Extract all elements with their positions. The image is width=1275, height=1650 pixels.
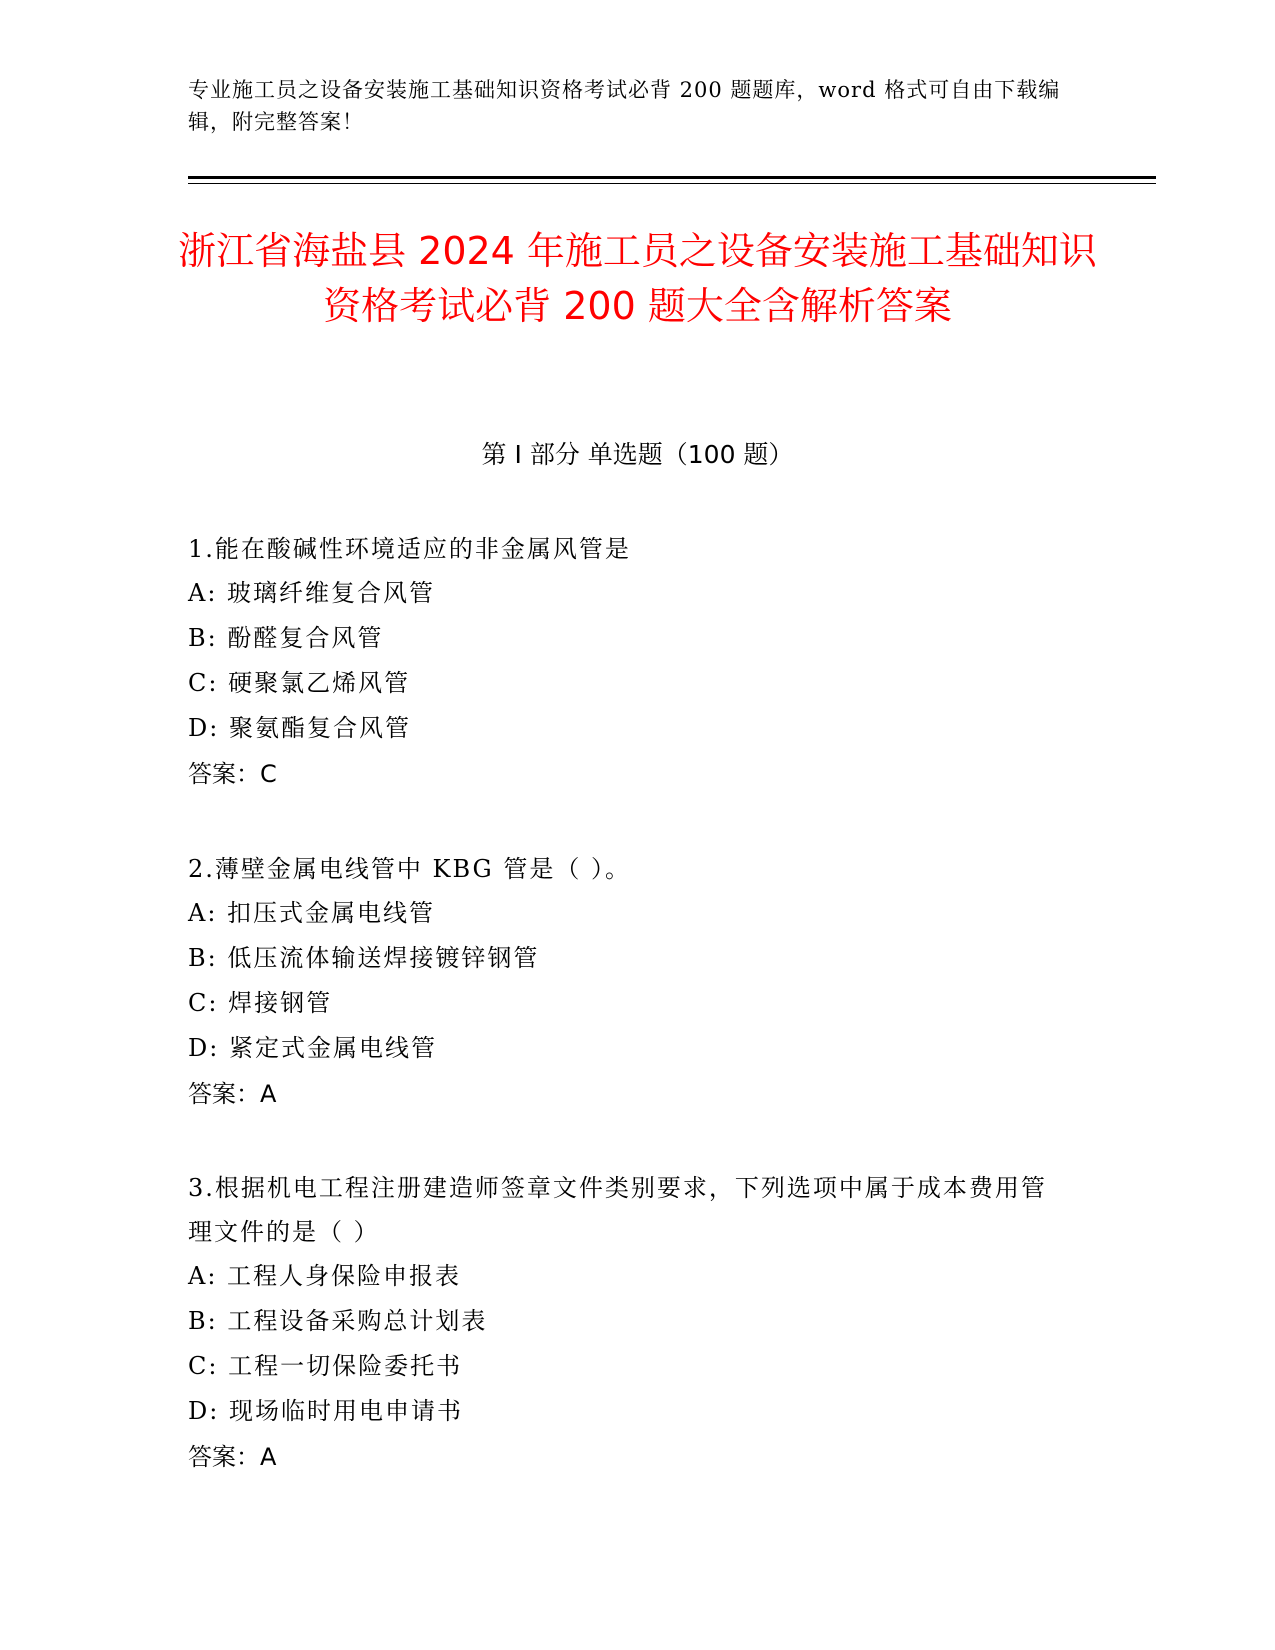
option-d: D: 紧定式金属电线管 [188, 1034, 437, 1062]
option-c: C: 工程一切保险委托书 [188, 1352, 463, 1380]
option-d: D: 聚氨酯复合风管 [188, 714, 411, 742]
answer-line: 答案：A [188, 1443, 277, 1471]
question-stem: 3.根据机电工程注册建造师签章文件类别要求，下列选项中属于成本费用管理文件的是（ ） [188, 1174, 1047, 1246]
answer-line: 答案：C [188, 760, 277, 788]
header-rule-thick [188, 176, 1156, 179]
question-2 [188, 847, 1068, 1117]
option-a: A: 扣压式金属电线管 [188, 899, 436, 927]
option-a: A: 玻璃纤维复合风管 [188, 579, 436, 607]
option-b: B: 酚醛复合风管 [188, 624, 384, 652]
option-a: A: 工程人身保险申报表 [188, 1262, 462, 1290]
answer-line: 答案：A [188, 1080, 277, 1108]
question-3 [188, 1166, 1068, 1480]
option-b: B: 低压流体输送焊接镀锌钢管 [188, 944, 540, 972]
option-c: C: 焊接钢管 [188, 989, 333, 1017]
option-b: B: 工程设备采购总计划表 [188, 1307, 488, 1335]
question-stem: 1.能在酸碱性环境适应的非金属风管是 [188, 535, 631, 563]
question-1 [188, 527, 1068, 797]
section-heading: 第 I 部分 单选题（100 题） [481, 440, 794, 469]
header-note: 专业施工员之设备安装施工基础知识资格考试必背 200 题题库，word 格式可自由下载编辑，附完整答案！ [188, 78, 1061, 134]
question-stem: 2.薄壁金属电线管中 KBG 管是（ ）。 [188, 855, 631, 883]
document-title: 浙江省海盐县 2024 年施工员之设备安装施工基础知识资格考试必背 200 题大全含解析答案 [178, 229, 1097, 328]
option-d: D: 现场临时用电申请书 [188, 1397, 463, 1425]
option-c: C: 硬聚氯乙烯风管 [188, 669, 411, 697]
header-rule-thin [188, 183, 1156, 184]
